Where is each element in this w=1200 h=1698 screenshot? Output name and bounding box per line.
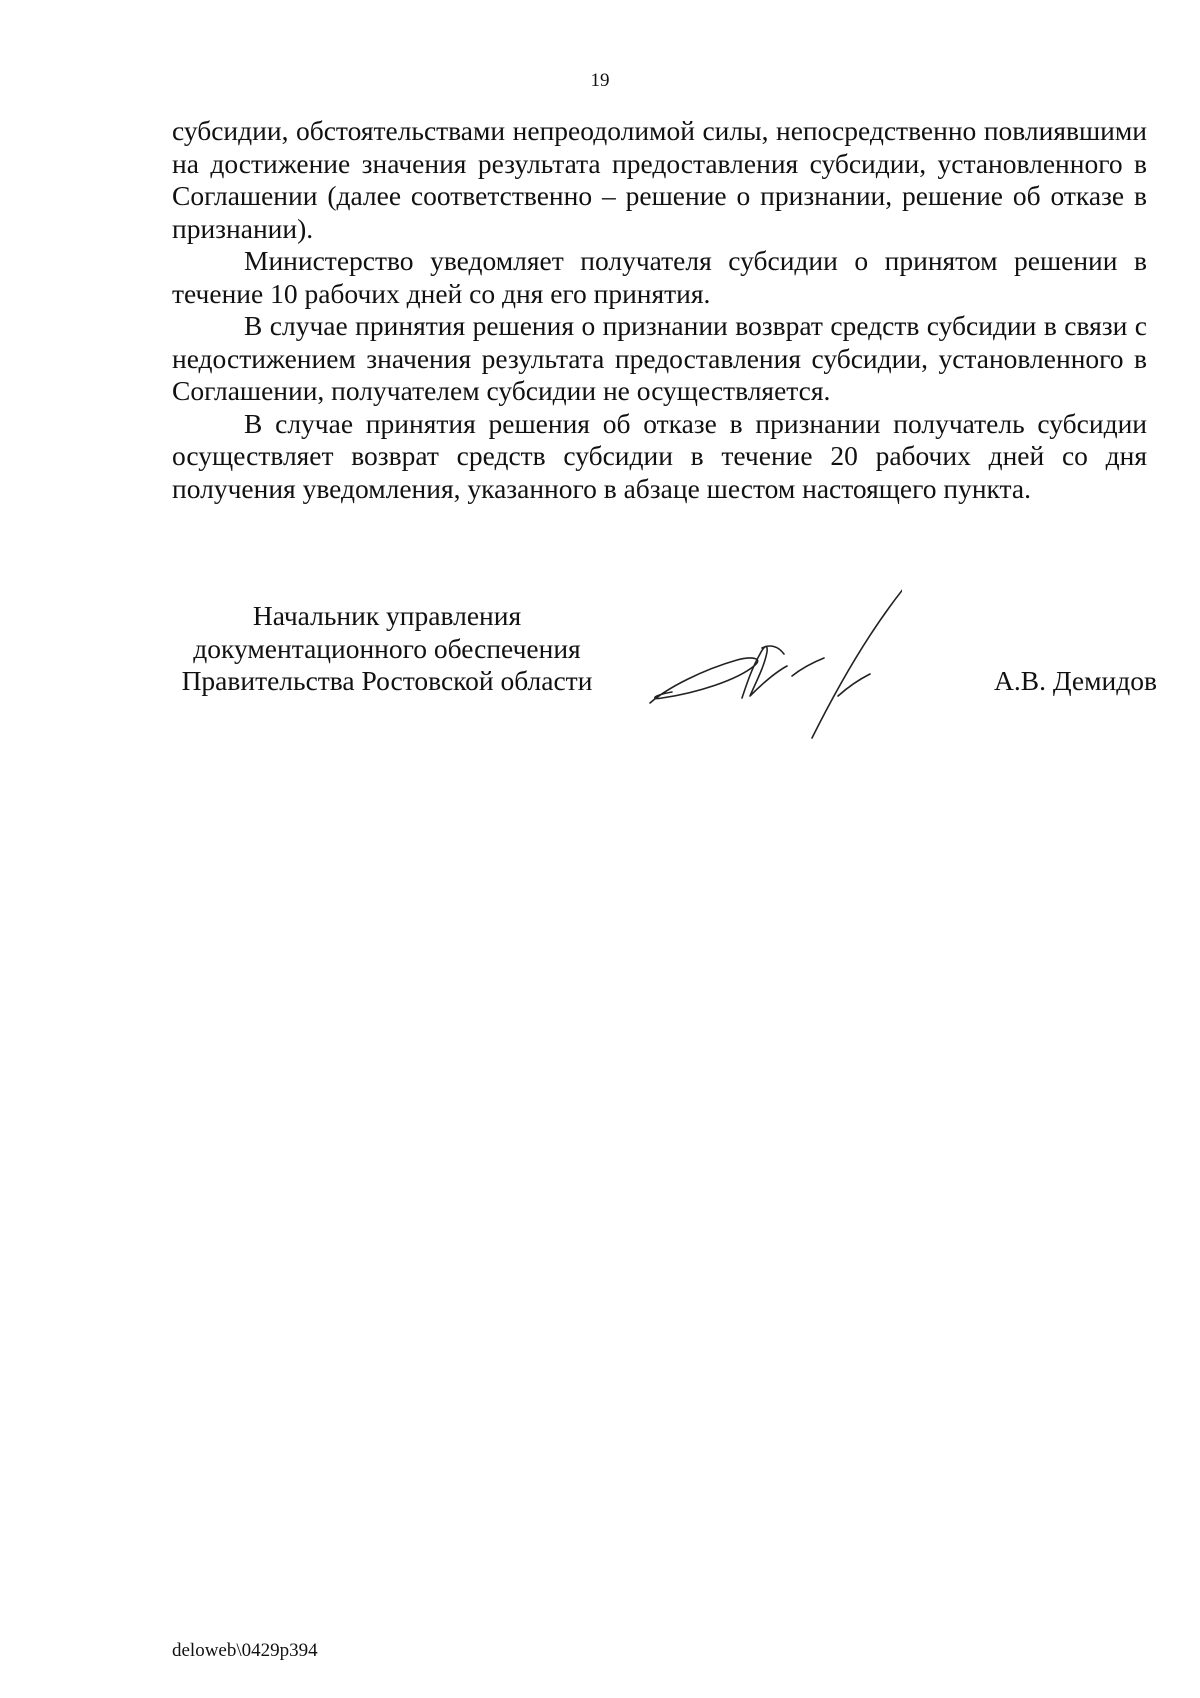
signer-title-line-2: документационного обеспечения — [193, 632, 581, 664]
signer-name: А.В. Демидов — [994, 665, 1157, 696]
paragraph-recognition: В случае принятия решения о признании возврат средств субсидии в связи с недостижением значения результата предоставления субсидии, установленного в Соглашении, получателем субсидии не осуществляется. — [172, 310, 1147, 406]
document-body — [172, 115, 1147, 505]
paragraph-notification: Министерство уведомляет получателя субсидии о принятом решении в течение 10 рабочих дней со дня его принятия. — [172, 245, 1147, 309]
signer-title-line-3: Правительства Ростовской области — [181, 665, 593, 696]
signature-block — [172, 600, 1157, 760]
paragraph-continuation: субсидии, обстоятельствами непреодолимой силы, непосредственно повлиявшими на достижение значения результата предоставления субсидии, установленного в Соглашении (далее соответственно – решение о признании, решение об отказе в признании). — [172, 115, 1147, 244]
document-reference: deloweb\0429p394 — [172, 1640, 318, 1661]
handwritten-signature-icon — [642, 588, 902, 748]
signer-title-line-1: Начальник управления — [252, 600, 522, 631]
paragraph-refusal: В случае принятия решения об отказе в признании получатель субсидии осуществляет возврат средств субсидии в течение 20 рабочих дней со дня получения уведомления, указанного в абзаце шестом настоящего пункта. — [172, 407, 1147, 504]
signer-title — [172, 600, 602, 698]
page-number: 19 — [590, 70, 610, 91]
